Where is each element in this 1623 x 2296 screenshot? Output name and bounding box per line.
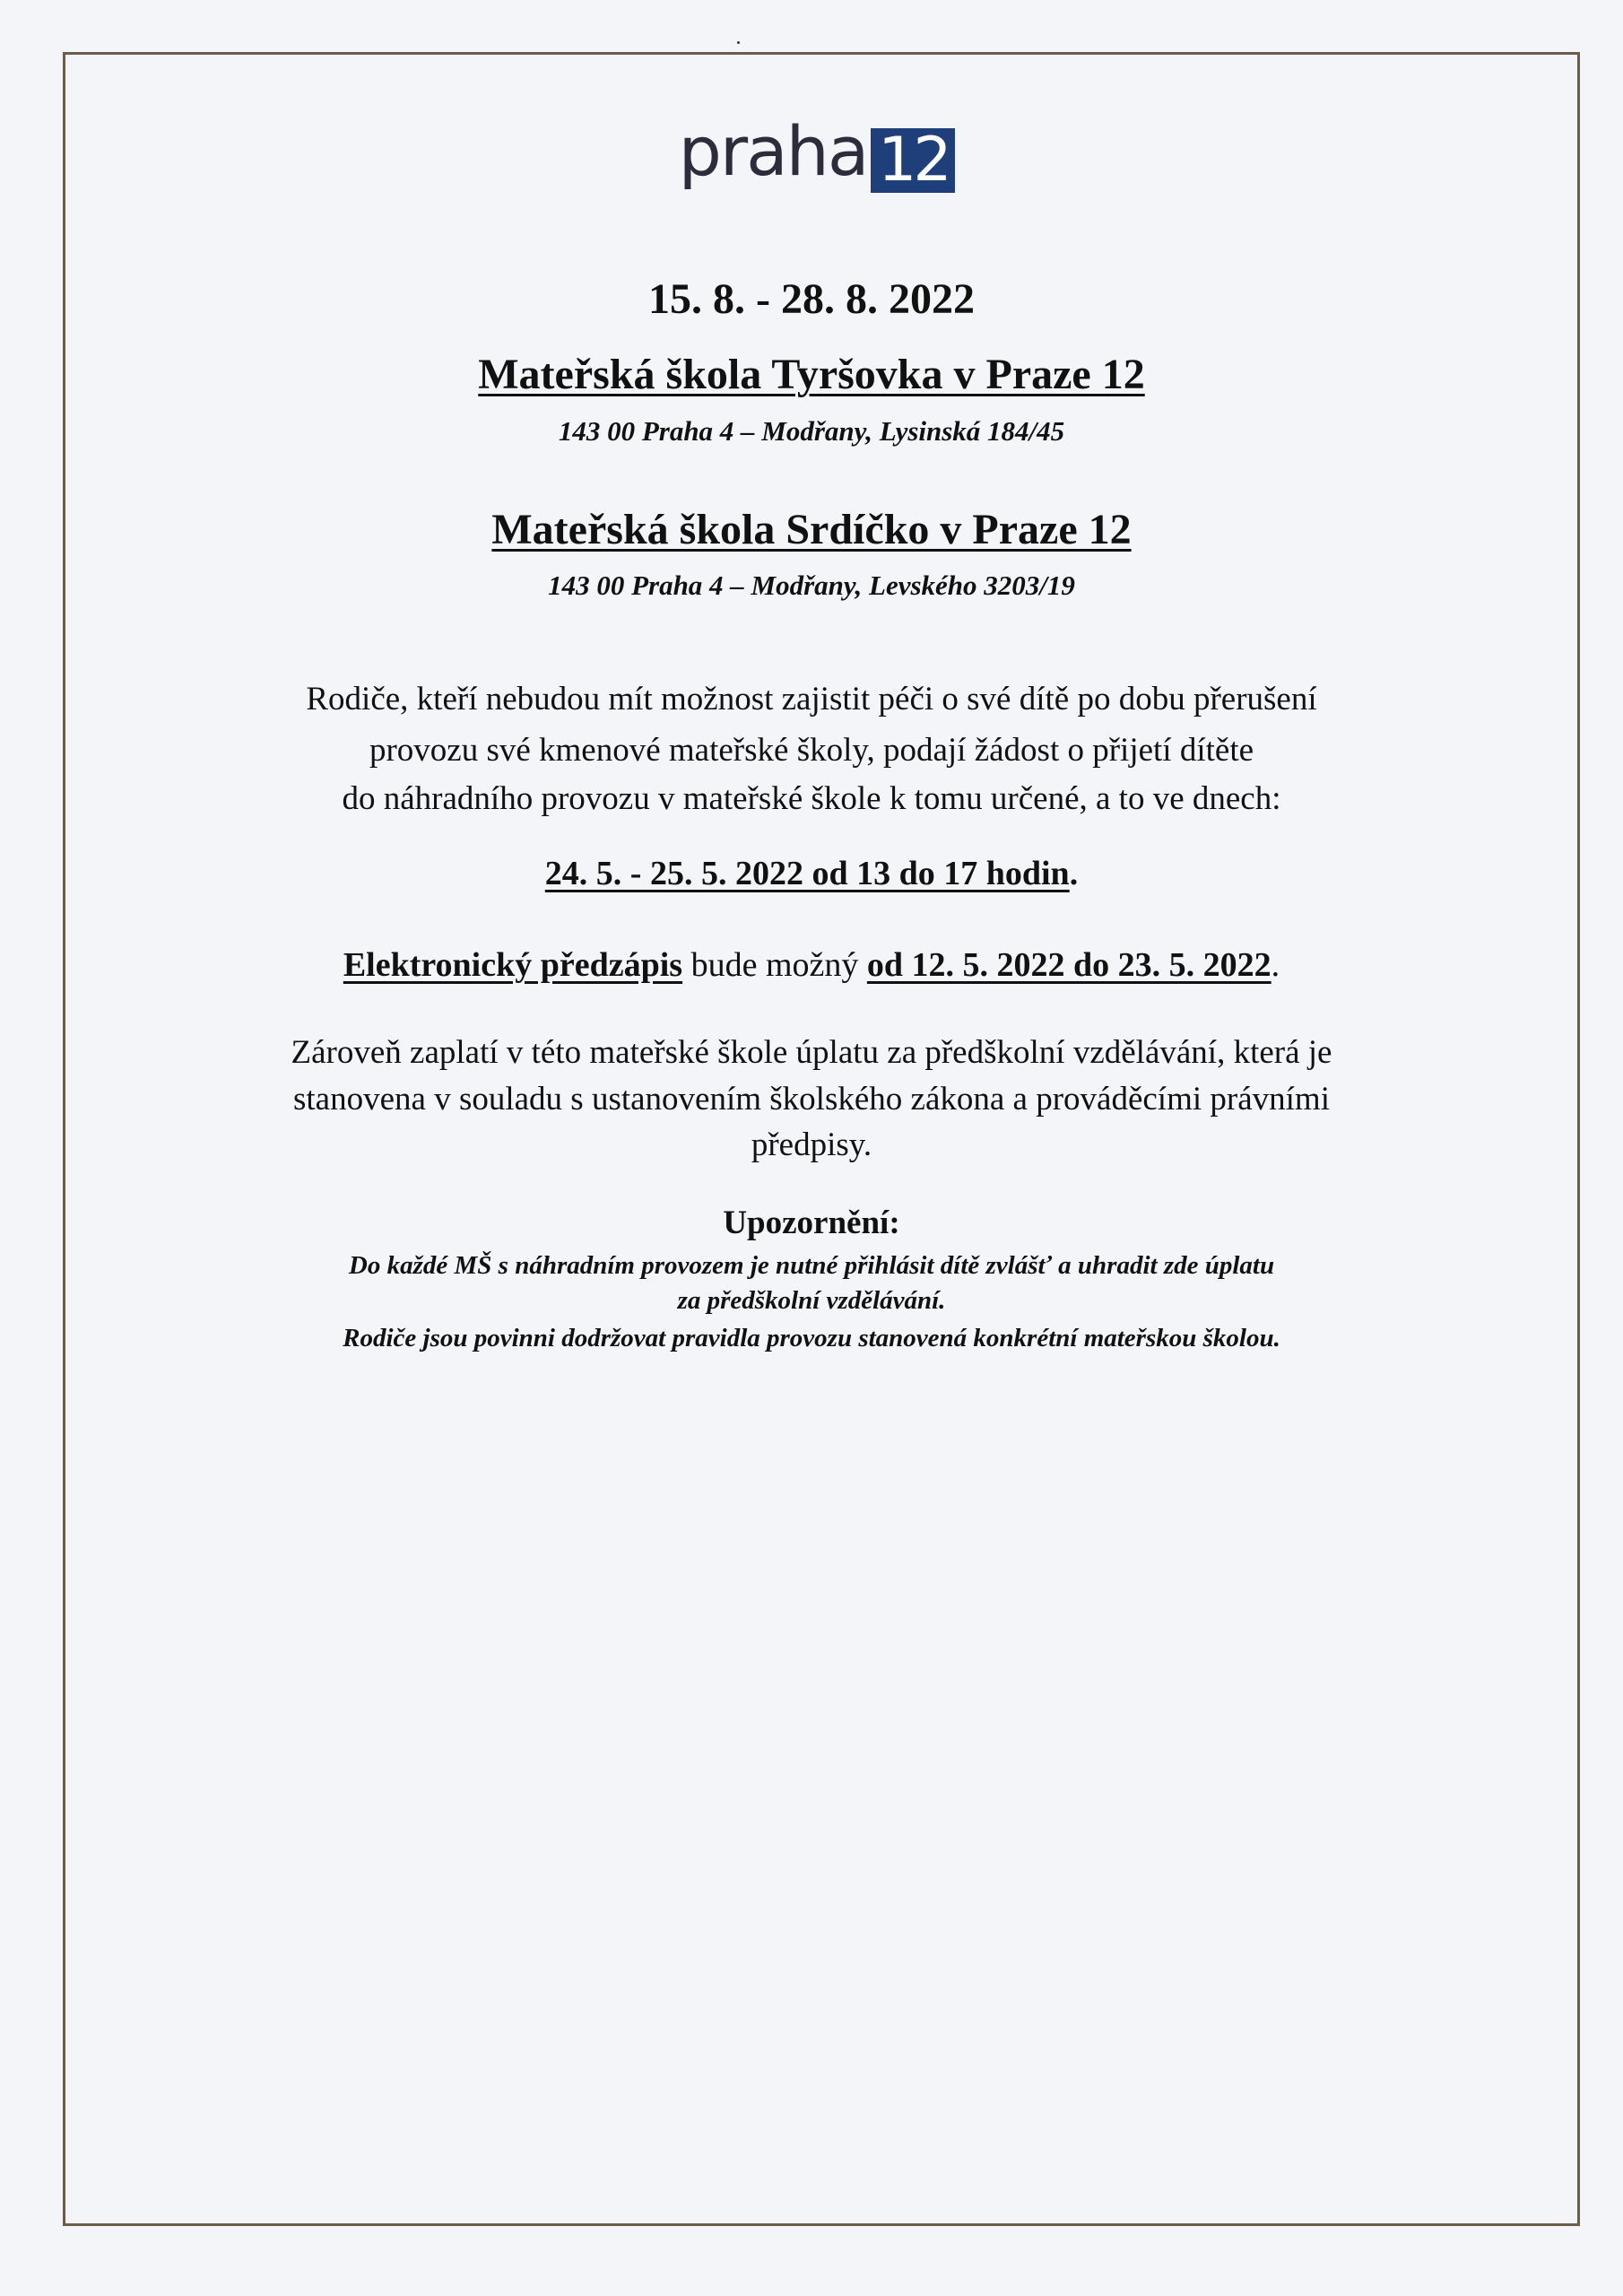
warning-title: Upozornění: bbox=[723, 1205, 900, 1241]
date-range: 15. 8. - 28. 8. 2022 bbox=[648, 275, 975, 323]
scan-speck bbox=[737, 41, 740, 44]
application-dates-suffix: . bbox=[1069, 855, 1079, 892]
paragraph1-line: Rodiče, kteří nebudou mít možnost zajistit péči o své dítě po dobu přerušení bbox=[306, 681, 1317, 718]
school-address-1: 143 00 Praha 4 – Modřany, Lysinská 184/45 bbox=[558, 415, 1065, 447]
paragraph1-line: do náhradního provozu v mateřské škole k tomu určené, a to ve dnech: bbox=[342, 780, 1281, 817]
warning-line: Rodiče jsou povinni dodržovat pravidla provozu stanovená konkrétní mateřskou školou. bbox=[343, 1324, 1280, 1352]
paragraph2-line: stanovena v souladu s ustanovením školského zákona a prováděcími právními bbox=[293, 1081, 1330, 1118]
application-dates-text: 24. 5. - 25. 5. 2022 od 13 do 17 hodin bbox=[544, 855, 1070, 892]
logo-word: praha bbox=[678, 111, 868, 191]
school-heading-1 bbox=[0, 350, 1623, 399]
paragraph2-line: Zároveň zaplatí v této mateřské škole úplatu za předškolní vzdělávání, která je bbox=[291, 1034, 1332, 1071]
logo-number-box: 12 bbox=[871, 128, 955, 193]
school-heading-2 bbox=[0, 505, 1623, 554]
school-address-2: 143 00 Praha 4 – Modřany, Levského 3203/19 bbox=[548, 570, 1075, 601]
electronic-label: Elektronický předzápis bbox=[343, 946, 683, 984]
logo-group bbox=[678, 111, 956, 196]
school-name-2: Mateřská škola Srdíčko v Praze 12 bbox=[491, 506, 1132, 553]
electronic-middle: bude možný bbox=[682, 946, 867, 984]
praha12-logo bbox=[0, 111, 1623, 196]
application-dates bbox=[0, 854, 1623, 893]
warning-line: za předškolní vzdělávání. bbox=[677, 1286, 946, 1315]
electronic-dates: od 12. 5. 2022 do 23. 5. 2022 bbox=[866, 946, 1271, 984]
warning-line: Do každé MŠ s náhradním provozem je nutné přihlásit dítě zvlášť a uhradit zde úplatu bbox=[348, 1251, 1275, 1280]
school-name-1: Mateřská škola Tyršovka v Praze 12 bbox=[478, 351, 1145, 398]
paragraph1-line: provozu své kmenové mateřské školy, podají žádost o přijetí dítěte bbox=[369, 732, 1254, 769]
electronic-preregistration bbox=[0, 945, 1623, 985]
electronic-suffix: . bbox=[1271, 946, 1280, 984]
paragraph2-line: předpisy. bbox=[751, 1126, 872, 1163]
